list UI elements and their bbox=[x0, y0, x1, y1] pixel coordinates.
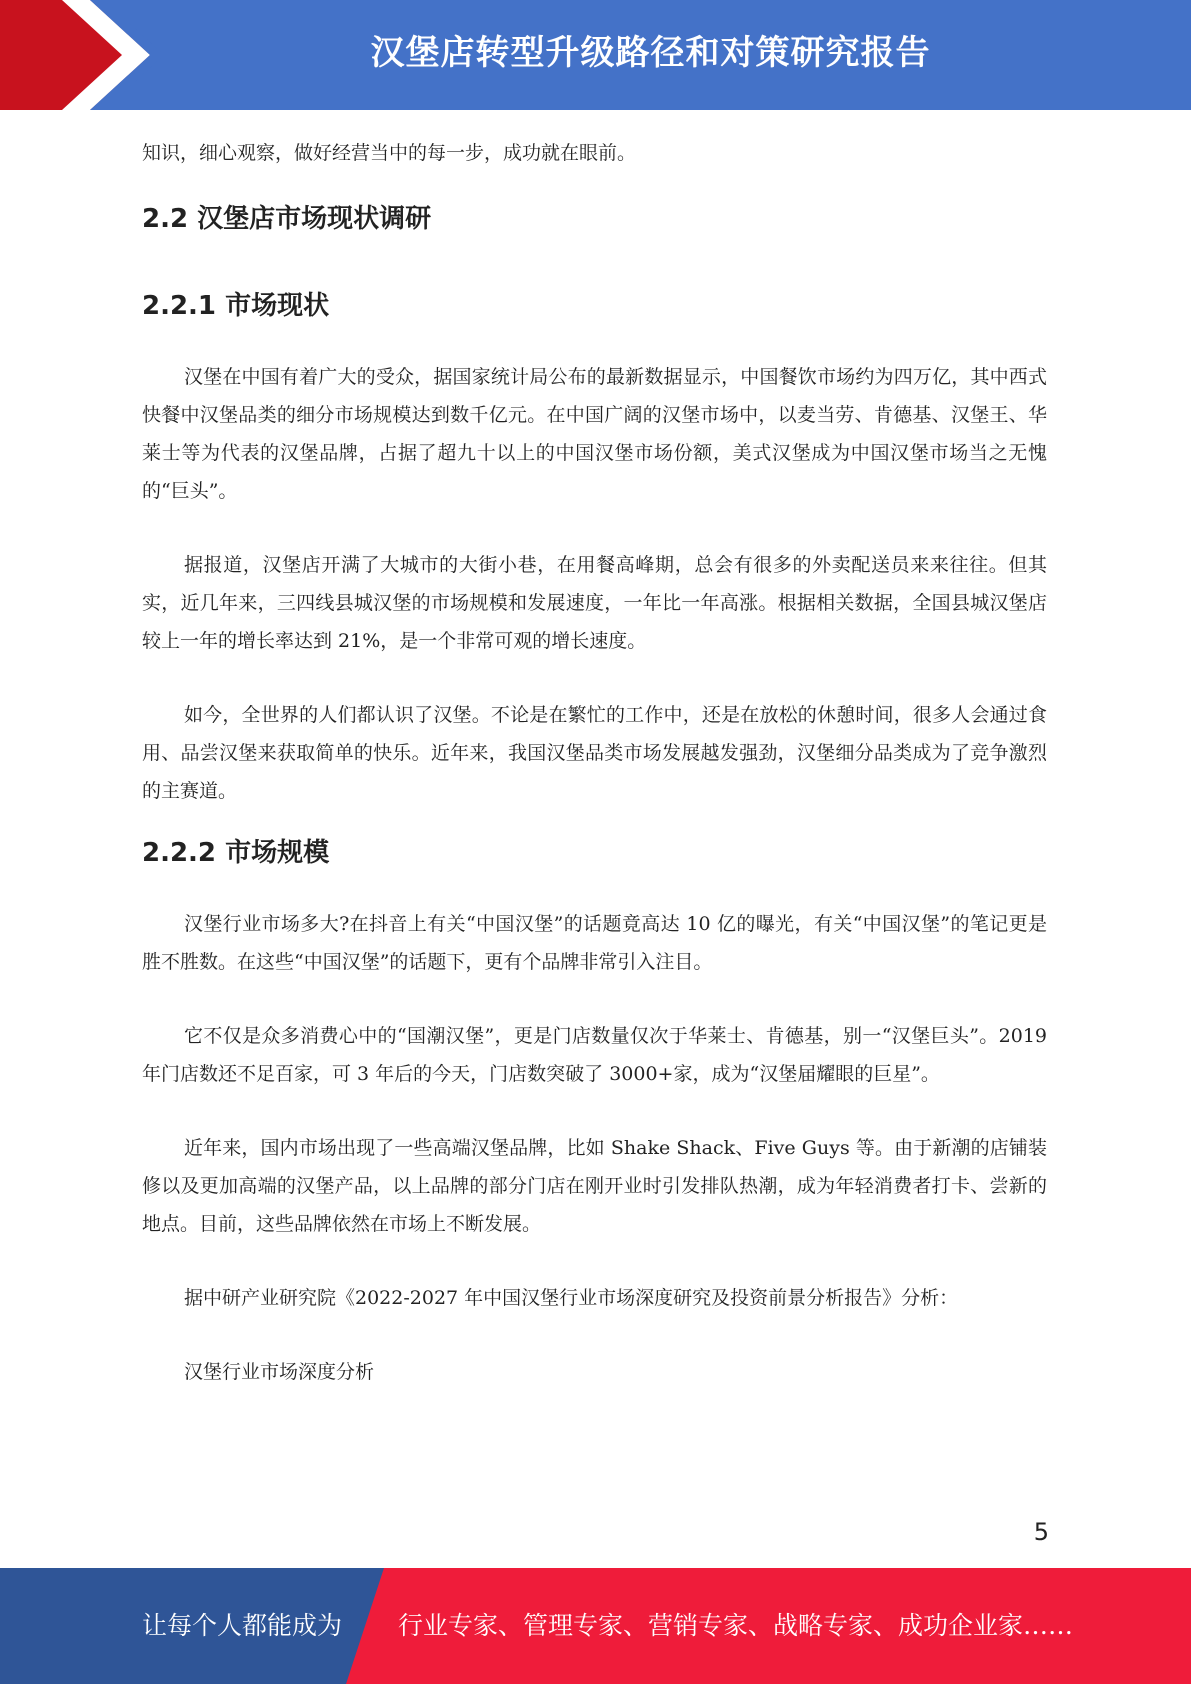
page-number: 5 bbox=[1033, 1518, 1049, 1546]
paragraph: 如今，全世界的人们都认识了汉堡。不论是在繁忙的工作中，还是在放松的休憩时间，很多人会通过食用、品尝汉堡来获取简单的快乐。近年来，我国汉堡品类市场发展越发强劲，汉堡细分品类成为了竞争激烈的主赛道。 bbox=[142, 704, 1047, 802]
page-footer bbox=[0, 1568, 1191, 1684]
paragraph: 近年来，国内市场出现了一些高端汉堡品牌，比如 Shake Shack、Five Guys 等。由于新潮的店铺装修以及更加高端的汉堡产品，以上品牌的部分门店在刚开业时引发排队热潮，成为年轻消费者打卡、尝新的地点。目前，这些品牌依然在市场上不断发展。 bbox=[142, 1137, 1047, 1235]
section-heading-2-2-1: 2.2.1 市场现状 bbox=[142, 291, 330, 321]
page-content bbox=[142, 130, 1047, 1391]
paragraph: 据中研产业研究院《2022-2027 年中国汉堡行业市场深度研究及投资前景分析报告》分析： bbox=[184, 1287, 959, 1309]
section-heading-2-2-2: 2.2.2 市场规模 bbox=[142, 838, 330, 868]
intro-line: 知识，细心观察，做好经营当中的每一步，成功就在眼前。 bbox=[142, 142, 637, 164]
section-heading-2-2: 2.2 汉堡店市场现状调研 bbox=[142, 204, 432, 234]
footer-slogan-right: 行业专家、管理专家、营销专家、战略专家、成功企业家…… bbox=[398, 1611, 1074, 1640]
paragraph: 据报道，汉堡店开满了大城市的大街小巷，在用餐高峰期，总会有很多的外卖配送员来来往往。但其实，近几年来，三四线县城汉堡的市场规模和发展速度，一年比一年高涨。根据相关数据，全国县城汉堡店较上一年的增长率达到 21%，是一个非常可观的增长速度。 bbox=[142, 554, 1047, 652]
document-title: 汉堡店转型升级路径和对策研究报告 bbox=[370, 33, 931, 73]
paragraph: 汉堡在中国有着广大的受众，据国家统计局公布的最新数据显示，中国餐饮市场约为四万亿，其中西式快餐中汉堡品类的细分市场规模达到数千亿元。在中国广阔的汉堡市场中，以麦当劳、肯德基、汉堡王、华莱士等为代表的汉堡品牌，占据了超九十以上的中国汉堡市场份额，美式汉堡成为中国汉堡市场当之无愧的“巨头”。 bbox=[142, 366, 1047, 502]
paragraph: 汉堡行业市场多大?在抖音上有关“中国汉堡”的话题竟高达 10 亿的曝光，有关“中国汉堡”的笔记更是胜不胜数。在这些“中国汉堡”的话题下，更有个品牌非常引入注目。 bbox=[142, 913, 1047, 973]
paragraph: 它不仅是众多消费心中的“国潮汉堡”，更是门店数量仅次于华莱士、肯德基，别一“汉堡巨头”。2019 年门店数还不足百家，可 3 年后的今天，门店数突破了 3000+家，成为“汉堡届耀眼的巨星”。 bbox=[142, 1025, 1047, 1085]
page-header bbox=[0, 0, 1191, 110]
paragraph: 汉堡行业市场深度分析 bbox=[184, 1361, 375, 1383]
footer-slogan-left: 让每个人都能成为 bbox=[142, 1611, 343, 1640]
